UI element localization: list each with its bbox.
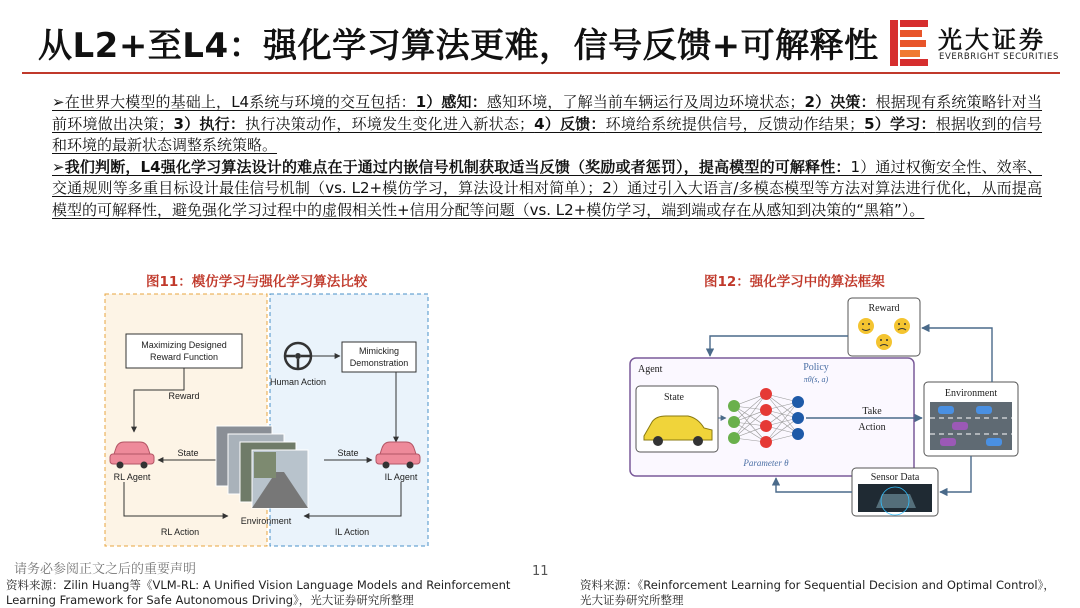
p1-step3-text: 执行决策动作，环境发生变化进入新状态； — [245, 114, 535, 133]
source-right — [580, 578, 1055, 608]
p1-step5-label: 5）学习： — [864, 114, 936, 133]
environment-label: Environment — [240, 516, 292, 526]
human-action-label: Human Action — [269, 377, 327, 387]
logo-chinese-name: 光大证券 — [938, 26, 1046, 54]
bullet-2: ➢ — [52, 157, 65, 176]
p1-step5-text: 根据收到的信号和环境的最新状态调整系统策略。 — [52, 114, 1043, 154]
sensor-data-title: Sensor Data — [870, 472, 920, 483]
p1-step1-text: 感知环境，了解当前车辆运行及周边环境状态； — [486, 93, 805, 111]
reward-function-line1: Maximizing Designed — [141, 340, 227, 350]
logo-english-name: EVERBRIGHT SECURITIES — [939, 52, 1059, 62]
fig12-caption: 图12：强化学习中的算法框架 — [704, 274, 885, 290]
il-action-label: IL Action — [334, 527, 370, 537]
state-title: State — [664, 392, 684, 403]
p2-rest-text: 1）通过权衡安全性、效率、交通规则等多重目标设计最佳信号机制（vs. L2+模仿学习，算法设计相对简单）；2）通过引入大语言/多模态模型等方法对算法进行优化，从而提高模型的可解释性，避免强化学习过程中的虚假相关性+信用分配等问题（vs. L2+模仿学习，端到端或存在从感知到决策的“黑箱”）。 — [52, 157, 1042, 219]
source-right-line2: 光大证券研究所整理 — [580, 593, 684, 607]
source-left — [6, 578, 510, 608]
company-logo — [890, 18, 1070, 70]
state-left-label: State — [177, 448, 199, 458]
source-right-line1: 资料来源：《Reinforcement Learning for Sequential Decision and Optimal Control》， — [580, 578, 1055, 592]
mimicking-line2: Demonstration — [349, 358, 409, 368]
p1-step2-text: 根据现有系统策略针对当前环境做出决策； — [52, 93, 1043, 133]
p1-step2-label: 2）决策： — [804, 93, 876, 111]
disclaimer: 请务必参阅正文之后的重要声明 — [14, 562, 197, 577]
fig11-caption: 图11：模仿学习与强化学习算法比较 — [146, 274, 368, 290]
title-divider — [22, 72, 1060, 74]
road-traffic-icon — [930, 402, 1012, 450]
body-text — [52, 92, 1042, 221]
environment-title: Environment — [944, 388, 998, 399]
bullet-1: ➢ — [52, 93, 65, 111]
p1-step1-label: 1）感知： — [415, 93, 487, 111]
policy-title: Policy — [803, 362, 829, 373]
everbright-logo-icon — [890, 20, 930, 66]
take-label: Take — [862, 406, 882, 417]
reward-title: Reward — [868, 303, 900, 314]
rl-agent-label: RL Agent — [113, 472, 151, 482]
reward-label: Reward — [168, 391, 200, 401]
paragraph-2 — [52, 157, 1042, 222]
p1-step3-label: 3）执行： — [173, 114, 246, 133]
fig12-diagram — [626, 296, 1026, 518]
agent-title: Agent — [638, 364, 663, 375]
p1-step4-label: 4）反馈： — [534, 114, 606, 133]
rl-region — [105, 294, 267, 546]
p2-bold-text: 我们判断，L4强化学习算法设计的难点在于通过内嵌信号机制获取适当反馈（奖励或者惩罚），提高模型的可解释性： — [64, 157, 851, 176]
parameter-label: Parameter θ — [743, 458, 789, 468]
source-left-line1: 资料来源：Zilin Huang等《VLM-RL: A Unified Vision Language Models and Reinforcement — [6, 578, 511, 592]
p1-step4-text: 环境给系统提供信号，反馈动作结果； — [605, 114, 865, 133]
fig11-diagram — [104, 292, 430, 548]
state-right-label: State — [337, 448, 359, 458]
rl-action-label: RL Action — [160, 527, 200, 537]
source-left-line2: Learning Framework for Safe Autonomous Driving》，光大证券研究所整理 — [6, 593, 414, 607]
paragraph-1 — [52, 92, 1042, 157]
mimicking-line1: Mimicking — [358, 346, 400, 356]
sensor-car-icon — [858, 484, 932, 515]
page-number: 11 — [532, 564, 549, 579]
page-title: 从L2+至L4：强化学习算法更难，信号反馈+可解释性 — [38, 26, 879, 66]
p1-intro: 在世界大模型的基础上，L4系统与环境的交互包括： — [64, 93, 416, 111]
action-label: Action — [858, 422, 886, 433]
reward-function-line2: Reward Function — [149, 352, 219, 362]
il-agent-label: IL Agent — [384, 472, 418, 482]
policy-formula: πθ(s, a) — [803, 375, 829, 384]
